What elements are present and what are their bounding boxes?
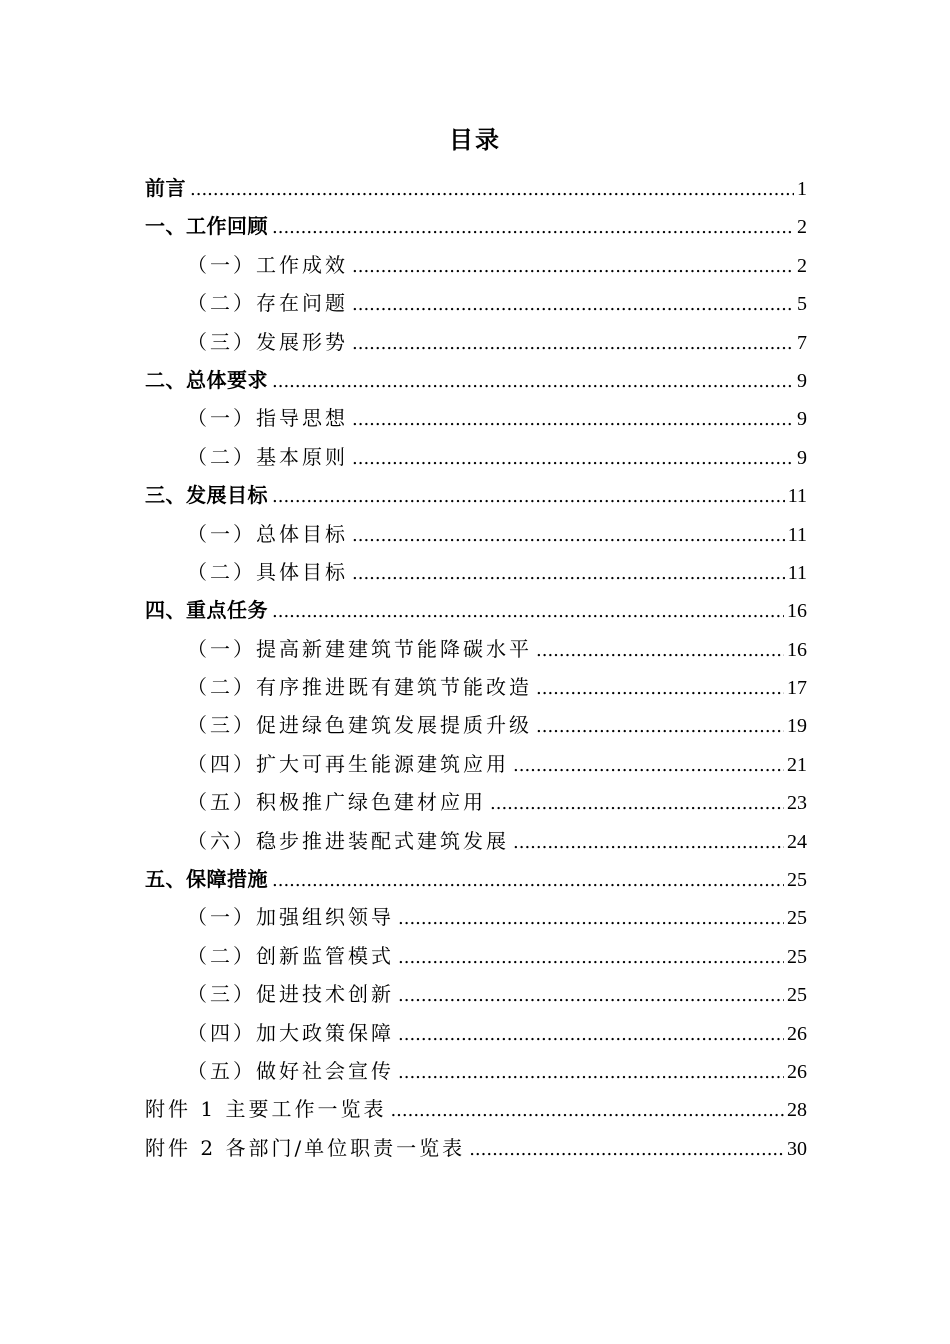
toc-dot-leader bbox=[490, 785, 784, 823]
toc-page-number: 5 bbox=[797, 293, 807, 316]
toc-page-number: 25 bbox=[787, 907, 807, 930]
toc-appendix-entry[interactable] bbox=[145, 1129, 807, 1167]
toc-chapter-entry[interactable] bbox=[145, 169, 807, 207]
toc-page-number: 25 bbox=[787, 945, 807, 968]
toc-page-number: 21 bbox=[787, 753, 807, 776]
toc-section-entry[interactable] bbox=[145, 668, 807, 706]
toc-entry-title: （一）工作成效 bbox=[187, 252, 348, 277]
toc-dot-leader bbox=[536, 632, 784, 670]
toc-entry-title: 四、重点任务 bbox=[145, 598, 268, 623]
toc-section-entry[interactable] bbox=[145, 745, 807, 783]
toc-dot-leader bbox=[272, 363, 794, 401]
toc-entry-title: （六）稳步推进装配式建筑发展 bbox=[187, 828, 509, 853]
toc-section-entry[interactable] bbox=[145, 706, 807, 744]
toc-entry-title: （三）促进技术创新 bbox=[187, 982, 394, 1007]
toc-entry-title: （二）存在问题 bbox=[187, 291, 348, 316]
toc-page-number: 9 bbox=[797, 446, 807, 469]
toc-section-entry[interactable] bbox=[145, 438, 807, 476]
toc-dot-leader bbox=[272, 478, 785, 516]
toc-page-number: 26 bbox=[787, 1022, 807, 1045]
toc-page-number: 11 bbox=[787, 561, 807, 584]
toc-entry-title: （四）扩大可再生能源建筑应用 bbox=[187, 751, 509, 776]
toc-entry-title: 附件 1 主要工作一览表 bbox=[145, 1097, 387, 1122]
toc-section-entry[interactable] bbox=[145, 630, 807, 668]
toc-dot-leader bbox=[536, 670, 784, 708]
toc-entry-title: （三）促进绿色建筑发展提质升级 bbox=[187, 713, 532, 738]
toc-page-number: 16 bbox=[787, 600, 807, 623]
toc-page-number: 23 bbox=[787, 792, 807, 815]
toc-section-entry[interactable] bbox=[145, 1052, 807, 1090]
toc-section-entry[interactable] bbox=[145, 898, 807, 936]
toc-dot-leader bbox=[272, 209, 794, 247]
toc-section-entry[interactable] bbox=[145, 399, 807, 437]
toc-chapter-entry[interactable] bbox=[145, 361, 807, 399]
toc-entry-title: 附件 2 各部门/单位职责一览表 bbox=[145, 1135, 466, 1160]
toc-dot-leader bbox=[398, 977, 784, 1015]
toc-page-number: 16 bbox=[787, 638, 807, 661]
toc-page-number: 25 bbox=[787, 984, 807, 1007]
toc-entry-title: （一）总体目标 bbox=[187, 521, 348, 546]
toc-entry-title: 前言 bbox=[145, 176, 186, 200]
toc-dot-leader bbox=[352, 286, 794, 324]
toc-entry-title: （二）基本原则 bbox=[187, 444, 348, 469]
toc-dot-leader bbox=[272, 593, 784, 631]
toc-page-number: 1 bbox=[797, 178, 807, 200]
toc-page-number: 2 bbox=[797, 216, 807, 239]
toc-chapter-entry[interactable] bbox=[145, 207, 807, 245]
toc-dot-leader bbox=[352, 517, 785, 555]
toc-dot-leader bbox=[398, 1054, 784, 1092]
toc-page-number: 11 bbox=[787, 523, 807, 546]
toc-chapter-entry[interactable] bbox=[145, 591, 807, 629]
toc-dot-leader bbox=[190, 171, 794, 209]
table-of-contents bbox=[145, 169, 807, 1167]
toc-entry-title: （一）提高新建建筑节能降碳水平 bbox=[187, 636, 532, 661]
toc-section-entry[interactable] bbox=[145, 515, 807, 553]
toc-page-number: 9 bbox=[797, 408, 807, 431]
toc-dot-leader bbox=[398, 1016, 784, 1054]
toc-section-entry[interactable] bbox=[145, 937, 807, 975]
toc-page-number: 24 bbox=[787, 830, 807, 853]
toc-entry-title: （五）做好社会宣传 bbox=[187, 1058, 394, 1083]
toc-section-entry[interactable] bbox=[145, 783, 807, 821]
toc-section-entry[interactable] bbox=[145, 822, 807, 860]
toc-entry-title: （一）指导思想 bbox=[187, 406, 348, 431]
toc-page-number: 11 bbox=[787, 485, 807, 508]
toc-section-entry[interactable] bbox=[145, 323, 807, 361]
toc-page-number: 17 bbox=[787, 677, 807, 700]
toc-page-number: 26 bbox=[787, 1060, 807, 1083]
toc-dot-leader bbox=[352, 325, 794, 363]
toc-dot-leader bbox=[352, 440, 794, 478]
toc-dot-leader bbox=[352, 555, 785, 593]
toc-dot-leader bbox=[272, 862, 784, 900]
toc-page-number: 7 bbox=[797, 331, 807, 354]
toc-entry-title: 三、发展目标 bbox=[145, 483, 268, 508]
toc-section-entry[interactable] bbox=[145, 246, 807, 284]
toc-page-number: 28 bbox=[787, 1099, 807, 1122]
toc-page-number: 25 bbox=[787, 869, 807, 892]
toc-chapter-entry[interactable] bbox=[145, 860, 807, 898]
toc-page-number: 30 bbox=[787, 1137, 807, 1160]
toc-entry-title: （五）积极推广绿色建材应用 bbox=[187, 790, 486, 815]
toc-entry-title: （二）创新监管模式 bbox=[187, 943, 394, 968]
toc-section-entry[interactable] bbox=[145, 553, 807, 591]
toc-dot-leader bbox=[513, 824, 784, 862]
toc-entry-title: 二、总体要求 bbox=[145, 367, 268, 392]
toc-entry-title: （二）具体目标 bbox=[187, 559, 348, 584]
toc-dot-leader bbox=[398, 939, 784, 977]
toc-entry-title: （二）有序推进既有建筑节能改造 bbox=[187, 675, 532, 700]
page-title: 目录 bbox=[449, 126, 501, 154]
toc-entry-title: 一、工作回顾 bbox=[145, 214, 268, 239]
toc-page-number: 19 bbox=[787, 715, 807, 738]
toc-dot-leader bbox=[513, 747, 784, 785]
toc-dot-leader bbox=[469, 1131, 784, 1169]
toc-section-entry[interactable] bbox=[145, 975, 807, 1013]
toc-dot-leader bbox=[352, 248, 794, 286]
toc-section-entry[interactable] bbox=[145, 284, 807, 322]
toc-appendix-entry[interactable] bbox=[145, 1090, 807, 1128]
toc-page-number: 2 bbox=[797, 254, 807, 277]
toc-section-entry[interactable] bbox=[145, 1014, 807, 1052]
toc-entry-title: 五、保障措施 bbox=[145, 867, 268, 892]
toc-entry-title: （一）加强组织领导 bbox=[187, 905, 394, 930]
toc-dot-leader bbox=[398, 900, 784, 938]
toc-entry-title: （三）发展形势 bbox=[187, 329, 348, 354]
toc-entry-title: （四）加大政策保障 bbox=[187, 1020, 394, 1045]
toc-dot-leader bbox=[390, 1092, 784, 1130]
toc-dot-leader bbox=[352, 401, 794, 439]
toc-dot-leader bbox=[536, 708, 784, 746]
toc-chapter-entry[interactable] bbox=[145, 476, 807, 514]
toc-page-number: 9 bbox=[797, 369, 807, 392]
